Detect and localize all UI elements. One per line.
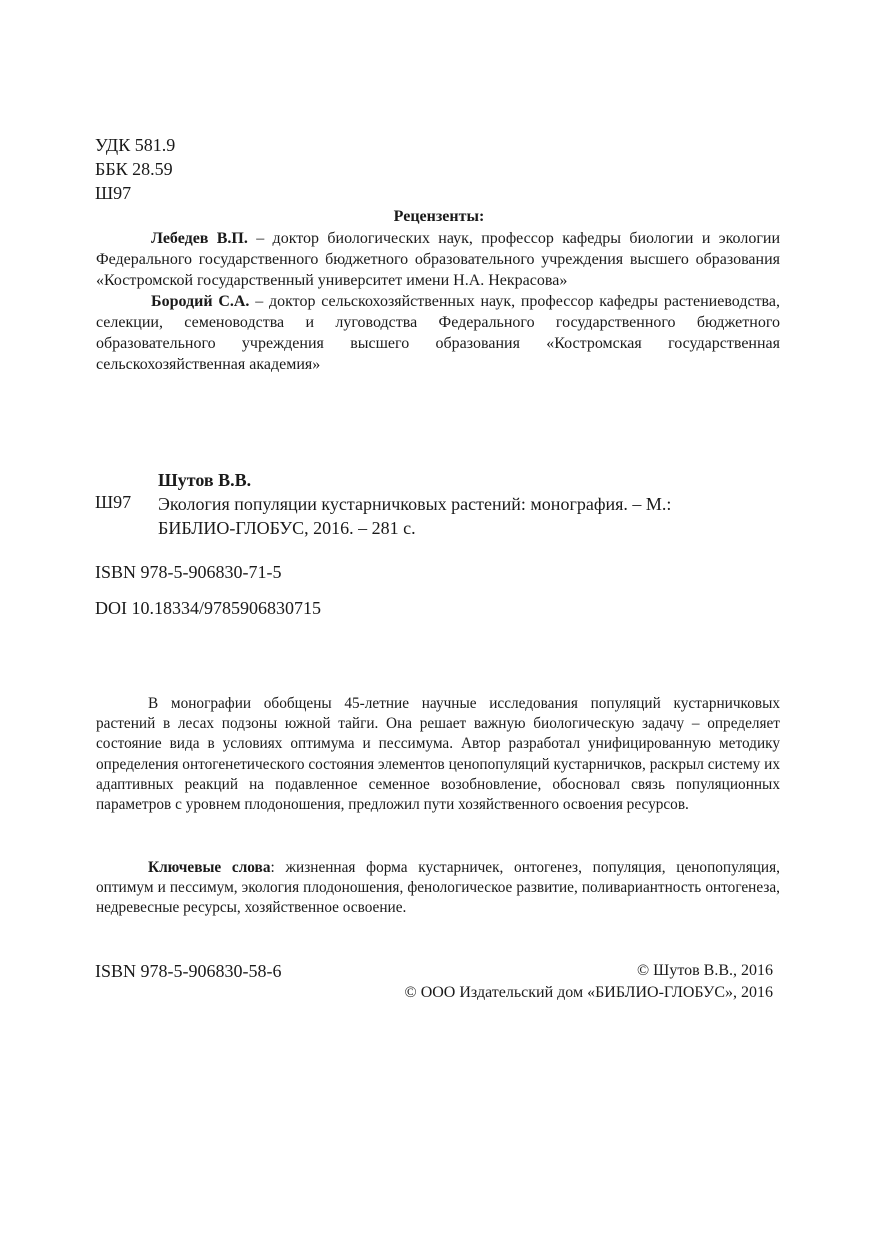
copyright-author: © Шутов В.В., 2016 bbox=[637, 962, 773, 979]
catalog-entry bbox=[158, 468, 778, 540]
reviewer-entry bbox=[96, 228, 780, 291]
copyright-block bbox=[405, 960, 773, 1004]
catalog-description-line: БИБЛИО-ГЛОБУС, 2016. – 281 с. bbox=[158, 518, 416, 538]
bbk-code: ББК 28.59 bbox=[95, 159, 173, 179]
reviewer-description: – доктор сельскохозяйственных наук, профессор кафедры растениеводства, селекции, семеноводства и луговодства Федерального государственного бюджетного образовательного учреждения высшего образования «Костромская государственная сельскохозяйственная академия» bbox=[96, 293, 780, 373]
catalog-code: Ш97 bbox=[95, 492, 132, 512]
isbn-print: ISBN 978-5-906830-58-6 bbox=[95, 961, 282, 981]
catalog-author: Шутов В.В. bbox=[158, 470, 252, 490]
reviewers-list bbox=[96, 228, 780, 375]
classification-codes bbox=[95, 133, 175, 205]
doi: DOI 10.18334/9785906830715 bbox=[95, 598, 321, 618]
reviewer-name: Лебедев В.П. bbox=[151, 230, 248, 247]
author-mark: Ш97 bbox=[95, 183, 132, 203]
isbn-electronic: ISBN 978-5-906830-71-5 bbox=[95, 562, 282, 582]
keywords bbox=[96, 858, 780, 919]
keywords-text: : жизненная форма кустарничек, онтогенез, популяция, ценопопуляция, оптимум и пессимум, экология плодоношения, фенологическое развитие, поливариантность онтогенеза, недревесные ресурсы, хозяйственное освоение. bbox=[96, 859, 780, 917]
udc-code: УДК 581.9 bbox=[95, 135, 176, 155]
reviewer-description: – доктор биологических наук, профессор кафедры биологии и экологии Федерального государственного бюджетного образовательного учреждения высшего образования «Костромской государственный университет имени Н.А. Некрасова» bbox=[96, 230, 781, 289]
catalog-description-line: Экология популяции кустарничковых растений: монография. – М.: bbox=[158, 494, 672, 514]
keywords-label: Ключевые слова bbox=[148, 859, 271, 876]
copyright-publisher: © ООО Издательский дом «БИБЛИО-ГЛОБУС», 2016 bbox=[404, 984, 773, 1001]
abstract: В монографии обобщены 45-летние научные исследования популяций кустарничковых растений в лесах подзоны южной тайги. Она решает важную биологическую задачу – определяет состояние вида в условиях оптимума и пессимума. Автор разработал унифицированную методику определения онтогенетического состояния элементов ценопопуляций кустарничков, раскрыл систему их адаптивных реакций на подавленное семенное возобновление, обосновал связь популяционных параметров с уровнем плодоношения, предложил пути хозяйственного освоения ресурсов. bbox=[96, 695, 780, 814]
reviewer-entry bbox=[96, 291, 780, 375]
reviewers-heading: Рецензенты: bbox=[393, 208, 485, 225]
reviewer-name: Бородий С.А. bbox=[151, 293, 250, 310]
